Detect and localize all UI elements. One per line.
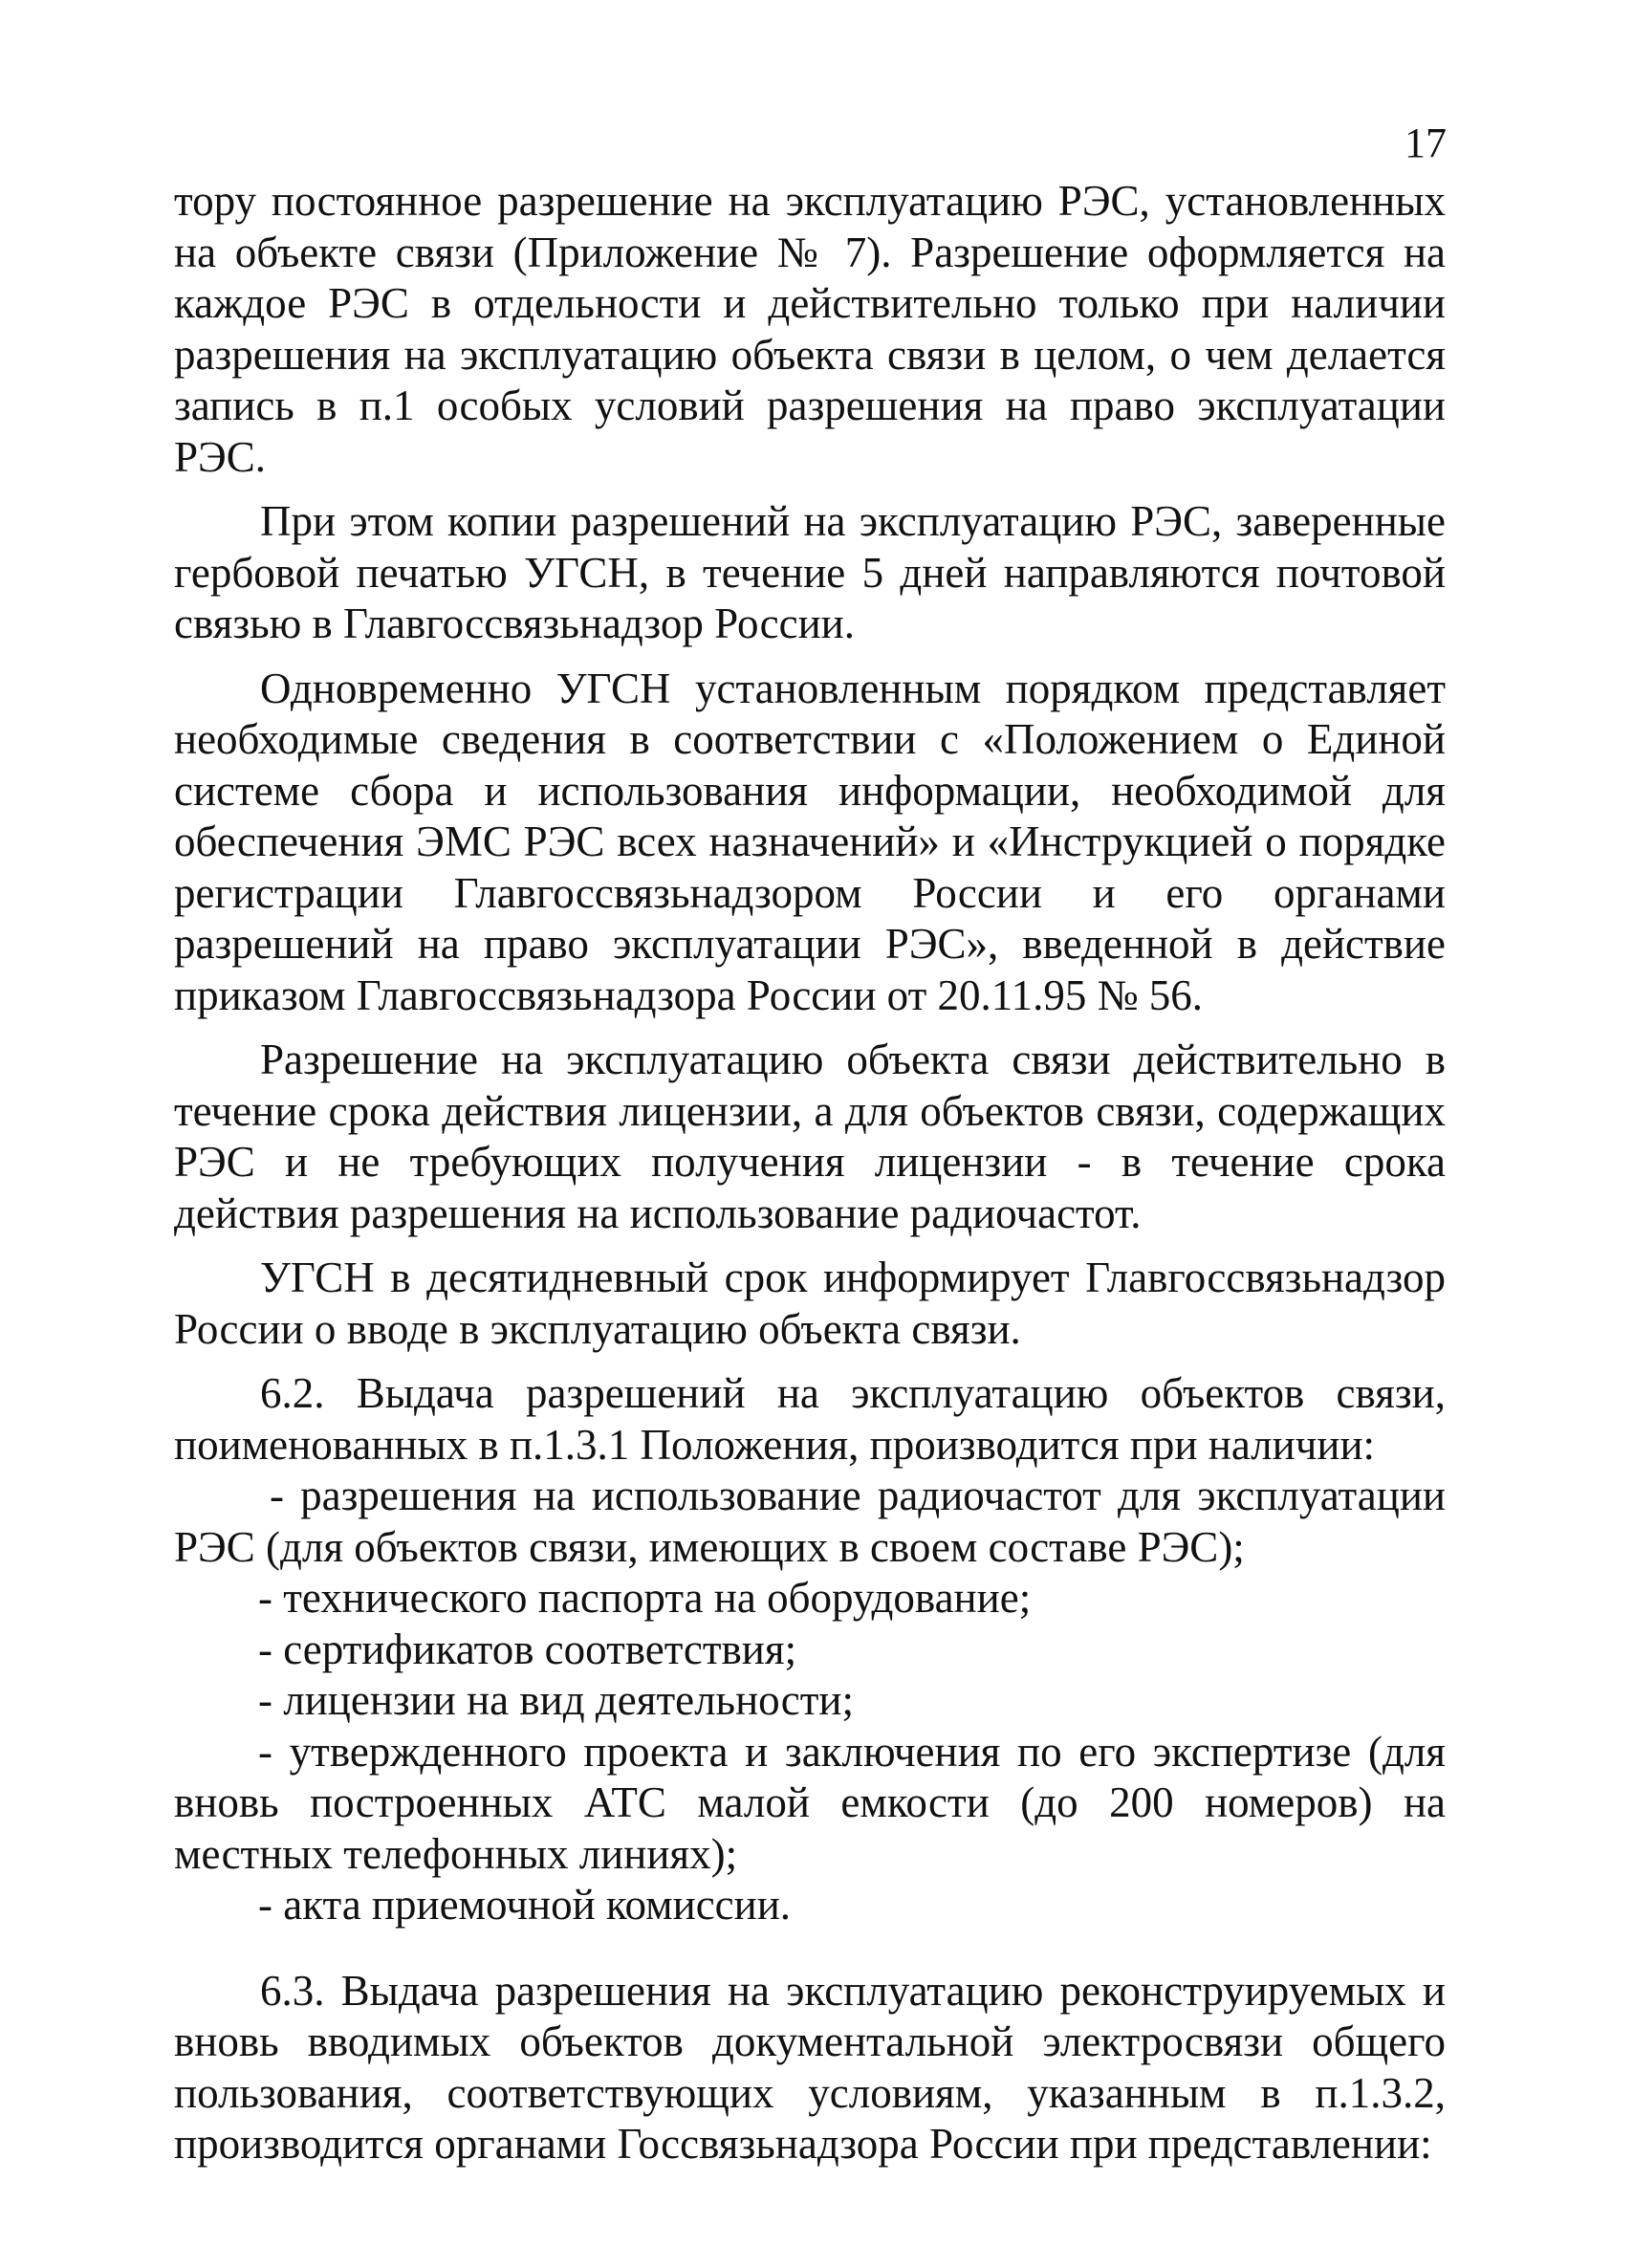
list-item: - утвержденного проекта и заключения по его экспертизе (для вновь построенных АТС малой емкости (до 200 номеров) на местных телефонных линиях); xyxy=(174,1727,1446,1878)
paragraph-copies: При этом копии разрешений на эксплуатацию РЭС, заверенные гербовой печатью УГСН, в течение 5 дней направляются почтовой связью в Главгоссвязьнадзор России. xyxy=(174,497,1446,647)
list-item: - сертификатов соответствия; xyxy=(258,1625,797,1673)
list-item: - разрешения на использование радиочастот для эксплуатации РЭС (для объектов связи, имеющих в своем составе РЭС); xyxy=(174,1472,1446,1571)
paragraph-information: Одновременно УГСН установленным порядком представляет необходимые сведения в соответствии с «Положением о Единой системе сбора и использования информации, необходимой для обеспечения ЭМС РЭС всех назначений» и «Инструкцией о порядке регистрации Главгоссвязьнадзором России и его органами разрешений на право эксплуатации РЭС», введенной в действие приказом Главгоссвязьнадзора России от 20.11.95 № 56. xyxy=(174,664,1446,1019)
page-number: 17 xyxy=(1404,120,1447,166)
paragraph-section-6-2: 6.2. Выдача разрешений на эксплуатацию объектов связи, поименованных в п.1.3.1 Положения, производится при наличии: xyxy=(174,1369,1446,1469)
paragraph-section-6-3: 6.3. Выдача разрешения на эксплуатацию реконструируемых и вновь вводимых объектов документальной электросвязи общего пользования, соответствующих условиям, указанным в п.1.3.2, производится органами Госсвязьнадзора России при представлении: xyxy=(174,1966,1446,2168)
list-item: - технического паспорта на оборудование; xyxy=(258,1574,1032,1622)
document-body xyxy=(174,176,1446,2170)
paragraph-validity: Разрешение на эксплуатацию объекта связи действительно в течение срока действия лицензии, а для объектов связи, содержащих РЭС и не требующих получения лицензии - в течение срока действия разрешения на использование радиочастот. xyxy=(174,1036,1446,1237)
paragraph-continuation: тору постоянное разрешение на эксплуатацию РЭС, установленных на объекте связи (Приложение № 7). Разрешение оформляется на каждое РЭС в отдельности и действительно только при наличии разрешения на эксплуатацию объекта связи в целом, о чем делается запись в п.1 особых условий разрешения на право эксплуатации РЭС. xyxy=(174,177,1446,481)
list-item: - акта приемочной комиссии. xyxy=(258,1881,792,1929)
list-item: - лицензии на вид деятельности; xyxy=(258,1676,854,1724)
paragraph-notification: УГСН в десятидневный срок информирует Главгоссвязьнадзор России о вводе в эксплуатацию объекта связи. xyxy=(174,1254,1446,1353)
